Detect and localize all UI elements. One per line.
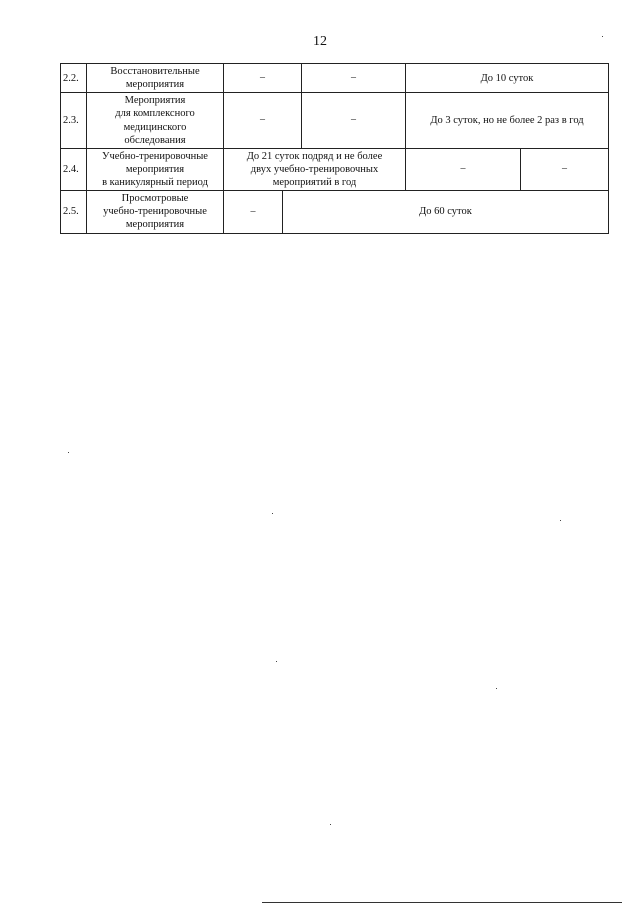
event-name-line: Учебно-тренировочные: [102, 150, 208, 162]
merged-duration-cell: [224, 148, 406, 190]
row-number: 2.5.: [61, 191, 87, 233]
event-name-line: мероприятия: [125, 219, 185, 231]
cell-value: –: [302, 93, 406, 149]
event-name: [87, 148, 224, 190]
merged-duration-cell: До 3 суток, но не более 2 раз в год: [406, 93, 609, 149]
cell-value: –: [521, 148, 609, 190]
training-events-table: [60, 63, 609, 234]
duration-line: До 21 суток подряд и не более: [246, 150, 383, 162]
cell-value: –: [224, 64, 302, 93]
cell-value: –: [224, 191, 283, 233]
event-name: [87, 191, 224, 233]
event-name: [87, 93, 224, 149]
event-name-line: Восстановительные: [110, 66, 200, 77]
scan-edge-line: [262, 902, 622, 903]
cell-value: –: [302, 64, 406, 93]
event-name-line: обследования: [124, 134, 186, 146]
page-number: 12: [313, 34, 327, 49]
table-row: [61, 93, 609, 149]
row-number: 2.2.: [61, 64, 87, 93]
event-name-line: Мероприятия: [124, 95, 186, 107]
row-number: 2.3.: [61, 93, 87, 149]
row-number: 2.4.: [61, 148, 87, 190]
table-row: [61, 64, 609, 93]
table-row: [61, 148, 609, 190]
duration-line: двух учебно-тренировочных: [250, 163, 379, 175]
event-name-line: Просмотровые: [121, 193, 189, 205]
cell-value: –: [224, 93, 302, 149]
cell-value: –: [406, 148, 521, 190]
merged-duration-cell: До 10 суток: [406, 64, 609, 93]
table-row: [61, 191, 609, 233]
duration-line: мероприятий в год: [272, 177, 357, 188]
event-name: [87, 64, 224, 93]
event-name-line: в каникулярный период: [102, 177, 208, 188]
event-name-line: учебно-тренировочные: [103, 206, 207, 218]
event-name-line: мероприятия: [125, 163, 185, 175]
merged-duration-cell: До 60 суток: [283, 191, 609, 233]
event-name-line: для комплексного: [115, 108, 195, 120]
event-name-line: медицинского: [123, 121, 187, 133]
event-name-line: мероприятия: [125, 79, 185, 91]
